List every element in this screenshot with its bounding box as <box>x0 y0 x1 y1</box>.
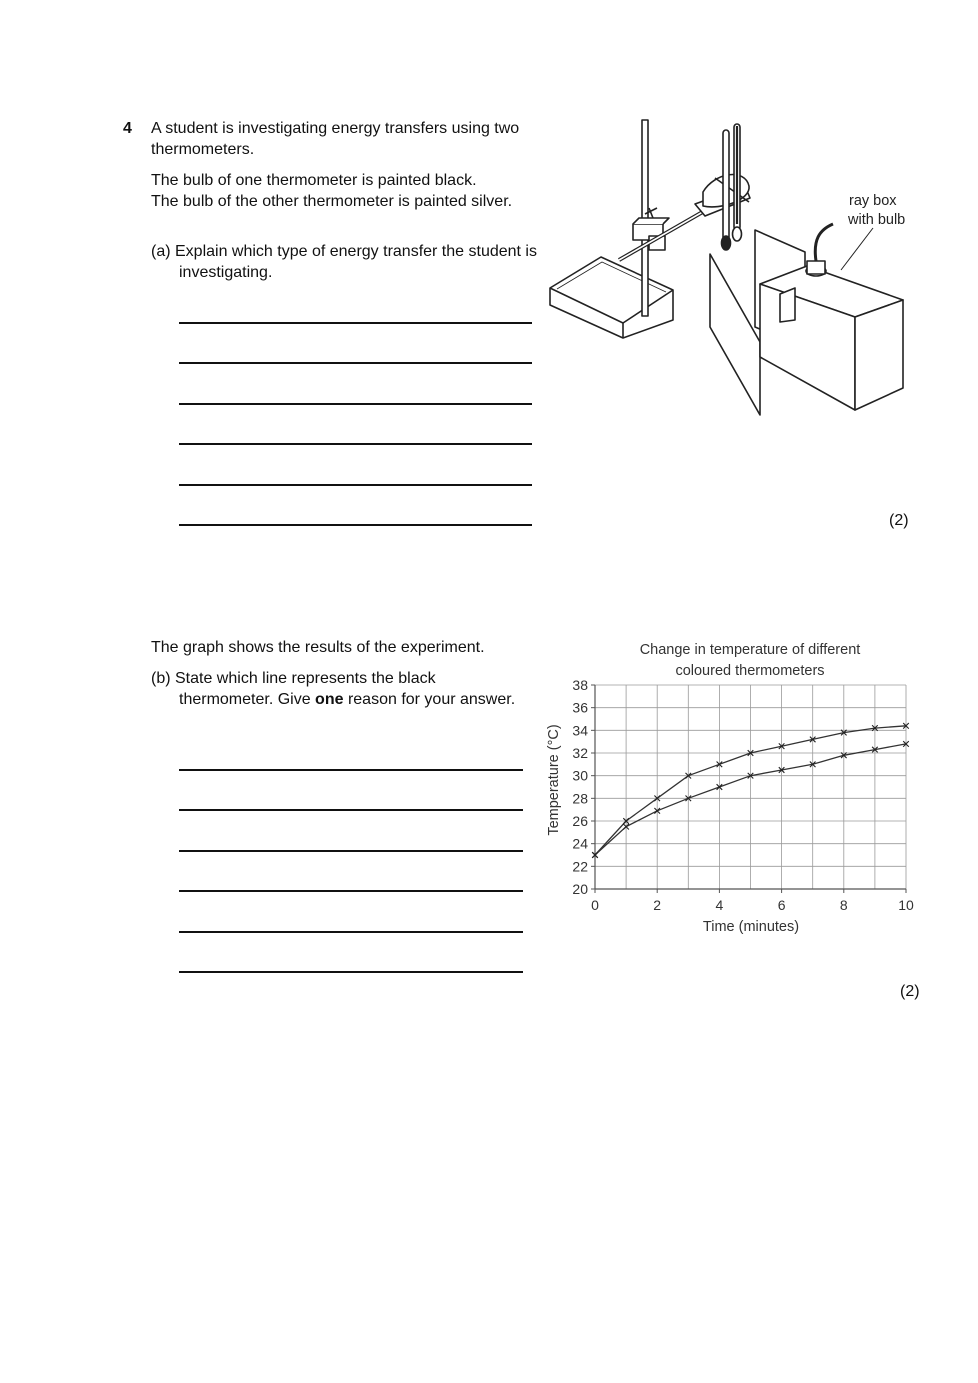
graph-intro: The graph shows the results of the experiment. <box>151 639 485 656</box>
part-b-emphasis: one <box>315 690 344 708</box>
y-tick-label: 20 <box>572 881 588 897</box>
y-axis-label: Temperature (°C) <box>546 724 562 836</box>
x-tick-label: 2 <box>653 897 662 913</box>
y-tick-label: 32 <box>572 745 588 761</box>
y-tick-label: 34 <box>572 722 588 739</box>
chart-grid <box>595 685 906 889</box>
part-a-answer-line[interactable] <box>179 484 532 486</box>
part-a-answer-line[interactable] <box>179 443 532 445</box>
chart-title-line-2: coloured thermometers <box>675 663 825 679</box>
part-a-marks: (2) <box>889 512 909 529</box>
part-b-answer-line[interactable] <box>179 890 523 892</box>
temperature-chart <box>540 636 930 941</box>
setup-line-1: The bulb of one thermometer is painted black. <box>151 172 477 189</box>
x-tick-label: 4 <box>715 897 724 913</box>
apparatus-diagram <box>545 112 920 447</box>
setup-text <box>151 171 541 212</box>
part-b-answer-line[interactable] <box>179 850 523 852</box>
y-tick-label: 30 <box>572 767 588 784</box>
part-a-answer-line[interactable] <box>179 322 532 324</box>
chart-tick-labels <box>572 677 914 913</box>
part-a-answer-line[interactable] <box>179 524 532 526</box>
part-b-text-end: reason for your answer. <box>343 690 516 708</box>
part-a-question: (a) Explain which type of energy transfer the student is investigating. <box>151 243 537 281</box>
x-axis-label: Time (minutes) <box>702 919 800 935</box>
y-tick-label: 38 <box>572 677 588 693</box>
chart-title-line-1: Change in temperature of different <box>639 642 861 658</box>
y-tick-label: 24 <box>572 835 588 852</box>
y-tick-label: 28 <box>572 790 588 807</box>
part-a-answer-line[interactable] <box>179 362 532 364</box>
chart-axes <box>591 685 906 893</box>
stand-base <box>550 257 673 338</box>
part-b-answer-line[interactable] <box>179 809 523 811</box>
question-number: 4 <box>123 120 132 137</box>
x-tick-label: 10 <box>898 897 914 913</box>
part-b-answer-line[interactable] <box>179 769 523 771</box>
part-b-text-start: (b) State which line represents the black thermometer. Give <box>151 670 436 708</box>
y-tick-label: 26 <box>572 813 588 829</box>
x-tick-label: 6 <box>777 897 786 913</box>
part-a-answer-line[interactable] <box>179 403 532 405</box>
ray-box-label-line-1: ray box <box>849 193 897 209</box>
part-b-question <box>151 669 531 710</box>
x-tick-label: 0 <box>591 897 599 913</box>
x-tick-label: 8 <box>839 897 848 913</box>
y-tick-label: 36 <box>572 699 588 716</box>
setup-line-2: The bulb of the other thermometer is painted silver. <box>151 192 513 210</box>
part-b-marks: (2) <box>900 983 920 1000</box>
question-intro: A student is investigating energy transfers using two thermometers. <box>151 120 520 158</box>
y-tick-label: 22 <box>572 858 588 875</box>
part-b-answer-line[interactable] <box>179 971 523 973</box>
ray-box-label-line-2: with bulb <box>848 212 906 228</box>
part-b-answer-line[interactable] <box>179 931 523 933</box>
